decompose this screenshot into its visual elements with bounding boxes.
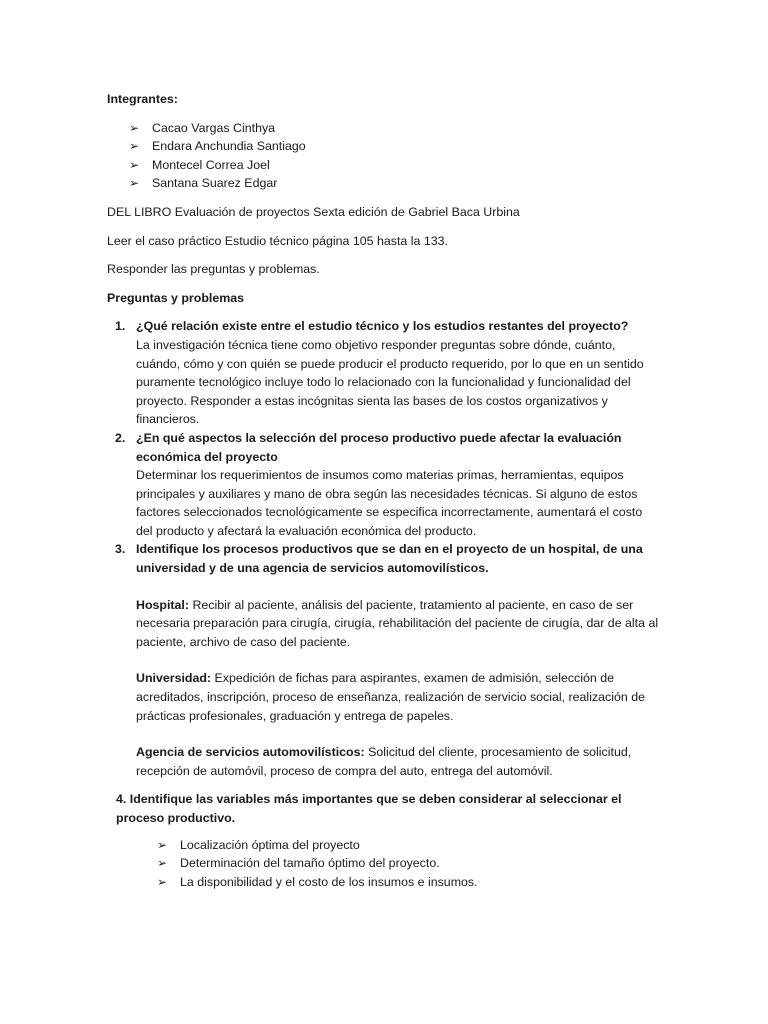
question-answer: Determinar los requerimientos de insumos como materias primas, herramientas, equipos principales y auxiliares y mano de obra según las necesidades técnicas. Si alguno de estos factores seleccionados tecnológicamente se especifica incorrectamente, aumentará el costo del producto y afectará la evaluación económica del producto. <box>136 468 643 538</box>
members-list <box>107 119 662 193</box>
question-2 <box>107 429 662 541</box>
arrow-bullet-icon: ➢ <box>129 157 140 172</box>
arrow-bullet-icon: ➢ <box>157 837 168 852</box>
question-3 <box>107 540 662 780</box>
questions-list <box>107 317 662 780</box>
section-title: Preguntas y problemas <box>107 290 245 305</box>
university-text: Expedición de fichas para aspirantes, examen de admisión, selección de acreditados, inscripción, proceso de enseñanza, realización de servicio social, realización de prácticas profesionales, graduación y entrega de papeles. <box>136 671 645 723</box>
hospital-block <box>136 596 662 652</box>
integrantes-label: Integrantes: <box>107 92 178 106</box>
list-item <box>157 854 662 873</box>
question-1 <box>107 317 662 429</box>
member-name: Cacao Vargas Cinthya <box>152 120 276 135</box>
list-item <box>157 836 662 855</box>
university-label: Universidad: <box>136 671 212 686</box>
arrow-bullet-icon: ➢ <box>129 139 140 154</box>
question-number: 2. <box>115 430 126 445</box>
list-item <box>157 873 662 892</box>
member-name: Montecel Correa Joel <box>152 157 270 172</box>
variable-item: Determinación del tamaño óptimo del proyecto. <box>180 856 440 871</box>
member-name: Santana Suarez Edgar <box>152 176 278 191</box>
list-item <box>129 137 662 156</box>
arrow-bullet-icon: ➢ <box>157 856 168 871</box>
book-reference: DEL LIBRO Evaluación de proyectos Sexta edición de Gabriel Baca Urbina <box>107 204 520 219</box>
list-item <box>129 156 662 175</box>
variable-item: La disponibilidad y el costo de los insumos e insumos. <box>180 874 478 889</box>
question-number: 3. <box>115 542 126 557</box>
list-item <box>129 174 662 193</box>
agency-text: Solicitud del cliente, procesamiento de solicitud, recepción de automóvil, proceso de compra del auto, entrega del automóvil. <box>136 745 632 778</box>
question-4-title: 4. Identifique las variables más importantes que se deben considerar al seleccionar el proceso productivo. <box>116 792 622 825</box>
variable-item: Localización óptima del proyecto <box>180 837 360 852</box>
list-item <box>129 119 662 138</box>
question-title: ¿En qué aspectos la selección del proceso productivo puede afectar la evaluación económica del proyecto <box>136 430 622 464</box>
agency-label: Agencia de servicios automovilísticos: <box>136 745 365 760</box>
arrow-bullet-icon: ➢ <box>129 176 140 191</box>
arrow-bullet-icon: ➢ <box>157 874 168 889</box>
question-title: Identifique los procesos productivos que se dan en el proyecto de un hospital, de una universidad y de una agencia de servicios automovilísticos. <box>136 542 643 576</box>
member-name: Endara Anchundia Santiago <box>152 139 306 154</box>
answer-instruction: Responder las preguntas y problemas. <box>107 262 320 277</box>
arrow-bullet-icon: ➢ <box>129 120 140 135</box>
variables-list <box>107 836 662 892</box>
reading-instruction: Leer el caso práctico Estudio técnico página 105 hasta la 133. <box>107 233 448 248</box>
hospital-label: Hospital: <box>136 597 190 612</box>
question-number: 1. <box>115 319 126 334</box>
university-block <box>136 669 662 725</box>
agency-block <box>136 743 662 780</box>
question-answer: La investigación técnica tiene como objetivo responder preguntas sobre dónde, cuánto, cuándo, cómo y con quién se puede producir el producto requerido, por lo que en un sentido puramente tecnológico incluye todo lo relacionado con la funcionalidad y funcionalidad del proyecto. Responder a estas incógnitas sienta las bases de los costos organizativos y financieros. <box>136 337 644 427</box>
question-title: ¿Qué relación existe entre el estudio técnico y los estudios restantes del proyecto? <box>136 319 629 334</box>
hospital-text: Recibir al paciente, análisis del paciente, tratamiento al paciente, en caso de ser necesaria preparación para cirugía, cirugía, rehabilitación del paciente de cirugía, dar de alta al paciente, archivo de caso del paciente. <box>136 597 659 649</box>
